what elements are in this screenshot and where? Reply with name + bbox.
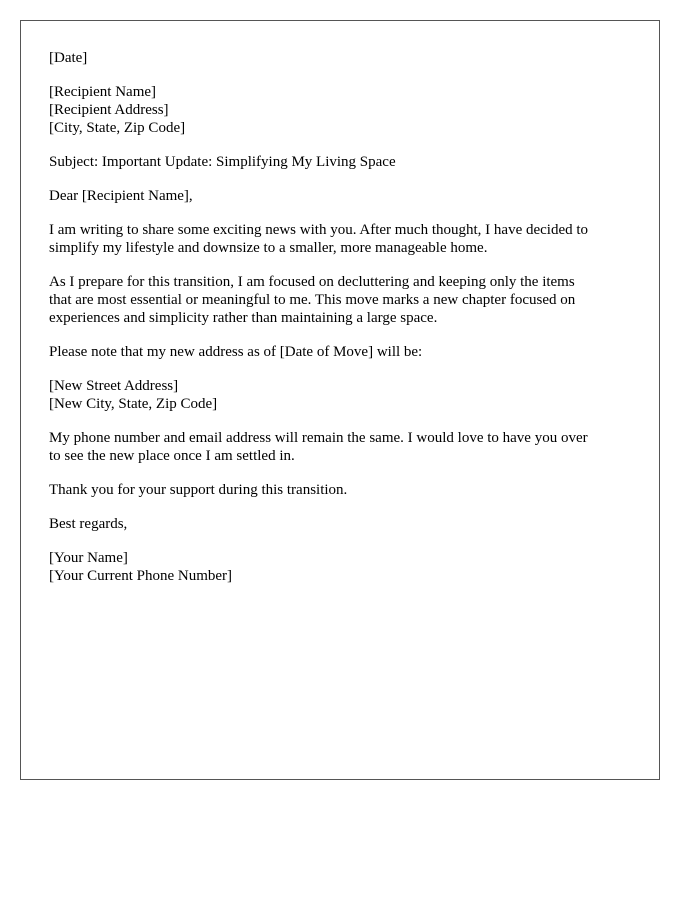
body-paragraph-2 xyxy=(49,273,631,327)
paragraph-line: My phone number and email address will remain the same. I would love to have you over xyxy=(49,430,588,446)
sender-name: [Your Name] xyxy=(49,550,128,566)
paragraph-line: I am writing to share some exciting news with you. After much thought, I have decided to xyxy=(49,222,589,238)
paragraph-line: experiences and simplicity rather than maintaining a large space. xyxy=(49,310,438,326)
recipient-block xyxy=(49,83,631,137)
body-paragraph-1 xyxy=(49,221,631,257)
sign-off: Best regards, xyxy=(49,516,128,532)
new-address-block xyxy=(49,377,631,413)
subject-line: Subject: Important Update: Simplifying My Living Space xyxy=(49,154,396,170)
date-line: [Date] xyxy=(49,50,88,66)
sender-block xyxy=(49,549,631,585)
paragraph-line: Thank you for your support during this transition. xyxy=(49,482,348,498)
paragraph-line: that are most essential or meaningful to me. This move marks a new chapter focused on xyxy=(49,292,576,308)
recipient-address: [Recipient Address] xyxy=(49,102,169,118)
new-city-state-zip: [New City, State, Zip Code] xyxy=(49,396,218,412)
new-street-address: [New Street Address] xyxy=(49,378,179,394)
subject-block xyxy=(49,153,631,171)
paragraph-line: simplify my lifestyle and downsize to a smaller, more manageable home. xyxy=(49,240,488,256)
salutation-block xyxy=(49,187,631,205)
body-paragraph-3 xyxy=(49,343,631,361)
closing-paragraph-1 xyxy=(49,429,631,465)
paragraph-line: Please note that my new address as of [Date of Move] will be: xyxy=(49,344,423,360)
salutation: Dear [Recipient Name], xyxy=(49,188,193,204)
paragraph-line: As I prepare for this transition, I am focused on decluttering and keeping only the items xyxy=(49,274,575,290)
recipient-name: [Recipient Name] xyxy=(49,84,157,100)
date-block xyxy=(49,49,631,67)
letter-page xyxy=(20,20,660,780)
paragraph-line: to see the new place once I am settled in. xyxy=(49,448,295,464)
recipient-city-state-zip: [City, State, Zip Code] xyxy=(49,120,186,136)
sender-phone: [Your Current Phone Number] xyxy=(49,568,233,584)
sign-off-block xyxy=(49,515,631,533)
closing-paragraph-2 xyxy=(49,481,631,499)
